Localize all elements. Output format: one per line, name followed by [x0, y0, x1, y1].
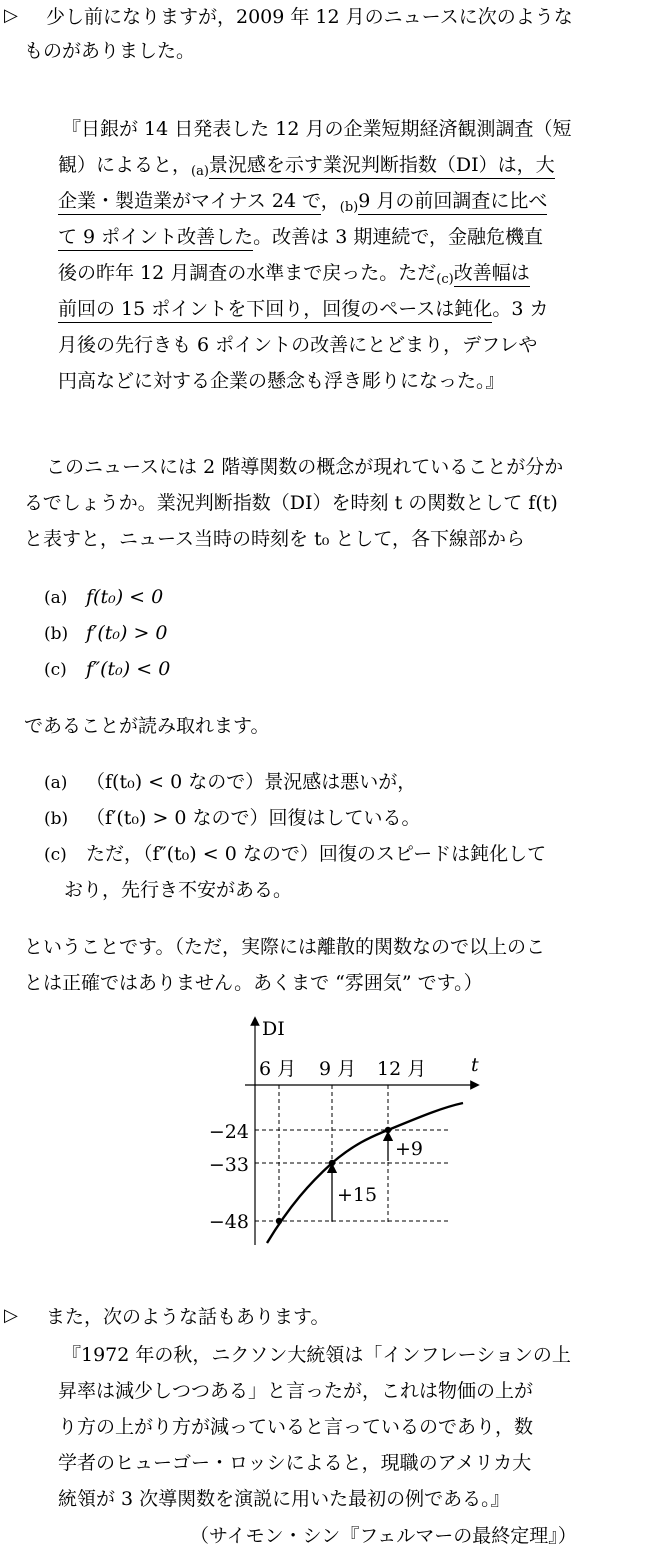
explain-line-3: と表すと，ニュース当時の時刻を t₀ として，各下線部から: [24, 528, 526, 550]
y-tick-33: −33: [208, 1154, 249, 1176]
condition-b: (b) f′(t₀) > 0: [44, 622, 168, 644]
point-9: [329, 1160, 335, 1166]
triangle-marker-icon: ▷: [4, 1305, 18, 1326]
quote-line-8: 円高などに対する企業の懸念も浮き彫りになった。』: [58, 370, 505, 392]
underline-a-part1: 景況感を示す業況判断指数（DI）は，大: [209, 154, 555, 179]
label-plus9: +9: [395, 1138, 424, 1160]
quote-line-3: 企業・製造業がマイナス 24 で，$_{(b)}$9 月の前回調査に比べ: [58, 190, 548, 215]
nixon-quote-line-5: 統領が 3 次導関数を演説に用いた最初の例である。』: [58, 1488, 510, 1510]
underline-b-part2: て 9 ポイント改善した: [58, 226, 253, 251]
x-tick-12: 12 月: [377, 1058, 427, 1080]
nixon-quote-line-4: 学者のヒューゴー・ロッシによると，現職のアメリカ大: [58, 1452, 532, 1474]
y-axis-label: DI: [262, 1018, 285, 1040]
interpretation-c-continued: おり，先行き不安がある。: [64, 879, 293, 901]
di-graph: [195, 1015, 485, 1250]
source-citation: （サイモン・シン『フェルマーの最終定理』）: [190, 1525, 577, 1547]
x-tick-6: 6 月: [259, 1058, 297, 1080]
marker-b: (b): [339, 200, 359, 215]
quote-line-5: 後の昨年 12 月調査の水準まで戻った。ただ$_{(c)}$改善幅は: [58, 262, 530, 287]
underline-c-part2: 前回の 15 ポイントを下回り，回復のペースは鈍化: [58, 298, 492, 323]
intro-line-1: 少し前になりますが，2009 年 12 月のニュースに次のような: [46, 6, 573, 28]
condition-a: (a) f(t₀) < 0: [44, 586, 164, 608]
point-6: [276, 1218, 282, 1224]
intro-line-2: ものがありました。: [24, 40, 196, 62]
explain-line-1: このニュースには 2 階導関数の概念が現れていることが分か: [46, 456, 564, 478]
quote-line-2: 観）によると，$_{(a)}$景況感を示す業況判断指数（DI）は，大: [58, 154, 555, 179]
label-plus15: +15: [337, 1184, 378, 1206]
section-2-intro: また，次のような話もあります。: [46, 1306, 330, 1328]
nixon-quote-line-1: 『1972 年の秋，ニクソン大統領は「インフレーションの上: [62, 1344, 571, 1366]
nixon-quote-line-3: り方の上がり方が減っていると言っているのであり，数: [58, 1416, 534, 1438]
y-tick-48: −48: [208, 1211, 249, 1233]
di-curve: [267, 1103, 463, 1243]
x-axis-label: t: [471, 1054, 479, 1076]
interpretation-b: (b) （f′(t₀) > 0 なので）回復はしている。: [44, 807, 421, 829]
explain-line-6: とは正確ではありません。あくまで “雰囲気” です。）: [24, 972, 483, 994]
nixon-quote-line-2: 昇率は減少しつつある」と言ったが，これは物価の上が: [58, 1380, 534, 1402]
marker-c: (c): [436, 272, 454, 287]
y-tick-24: −24: [208, 1121, 249, 1143]
condition-c: (c) f″(t₀) < 0: [44, 658, 171, 680]
quote-line-7: 月後の先行きも 6 ポイントの改善にとどまり，デフレや: [58, 334, 538, 356]
quote-line-4: て 9 ポイント改善した。改善は 3 期連続で，金融危機直: [58, 222, 543, 252]
explain-line-5: ということです。（ただ，実際には離散的関数なので以上のこ: [24, 936, 545, 958]
explain-line-2: るでしょうか。業況判断指数（DI）を時刻 t の関数として f(t): [24, 492, 558, 514]
triangle-marker-icon: ▷: [4, 5, 18, 26]
quote-line-6: 前回の 15 ポイントを下回り，回復のペースは鈍化。3 カ: [58, 294, 548, 324]
underline-a-part2: 企業・製造業がマイナス 24 で: [58, 190, 321, 215]
interpretation-c: (c) ただ，（f″(t₀) < 0 なので）回復のスピードは鈍化して: [44, 843, 547, 865]
underline-c-part1: 改善幅は: [454, 262, 530, 287]
underline-b-part1: 9 月の前回調査に比べ: [358, 190, 547, 215]
x-tick-9: 9 月: [319, 1058, 357, 1080]
interpretation-a: (a) （f(t₀) < 0 なので）景況感は悪いが，: [44, 771, 417, 793]
explain-line-4: であることが読み取れます。: [24, 715, 270, 737]
point-12: [385, 1127, 391, 1133]
marker-a: (a): [191, 164, 209, 179]
quote-line-1: 『日銀が 14 日発表した 12 月の企業短期経済観測調査（短: [62, 118, 572, 140]
